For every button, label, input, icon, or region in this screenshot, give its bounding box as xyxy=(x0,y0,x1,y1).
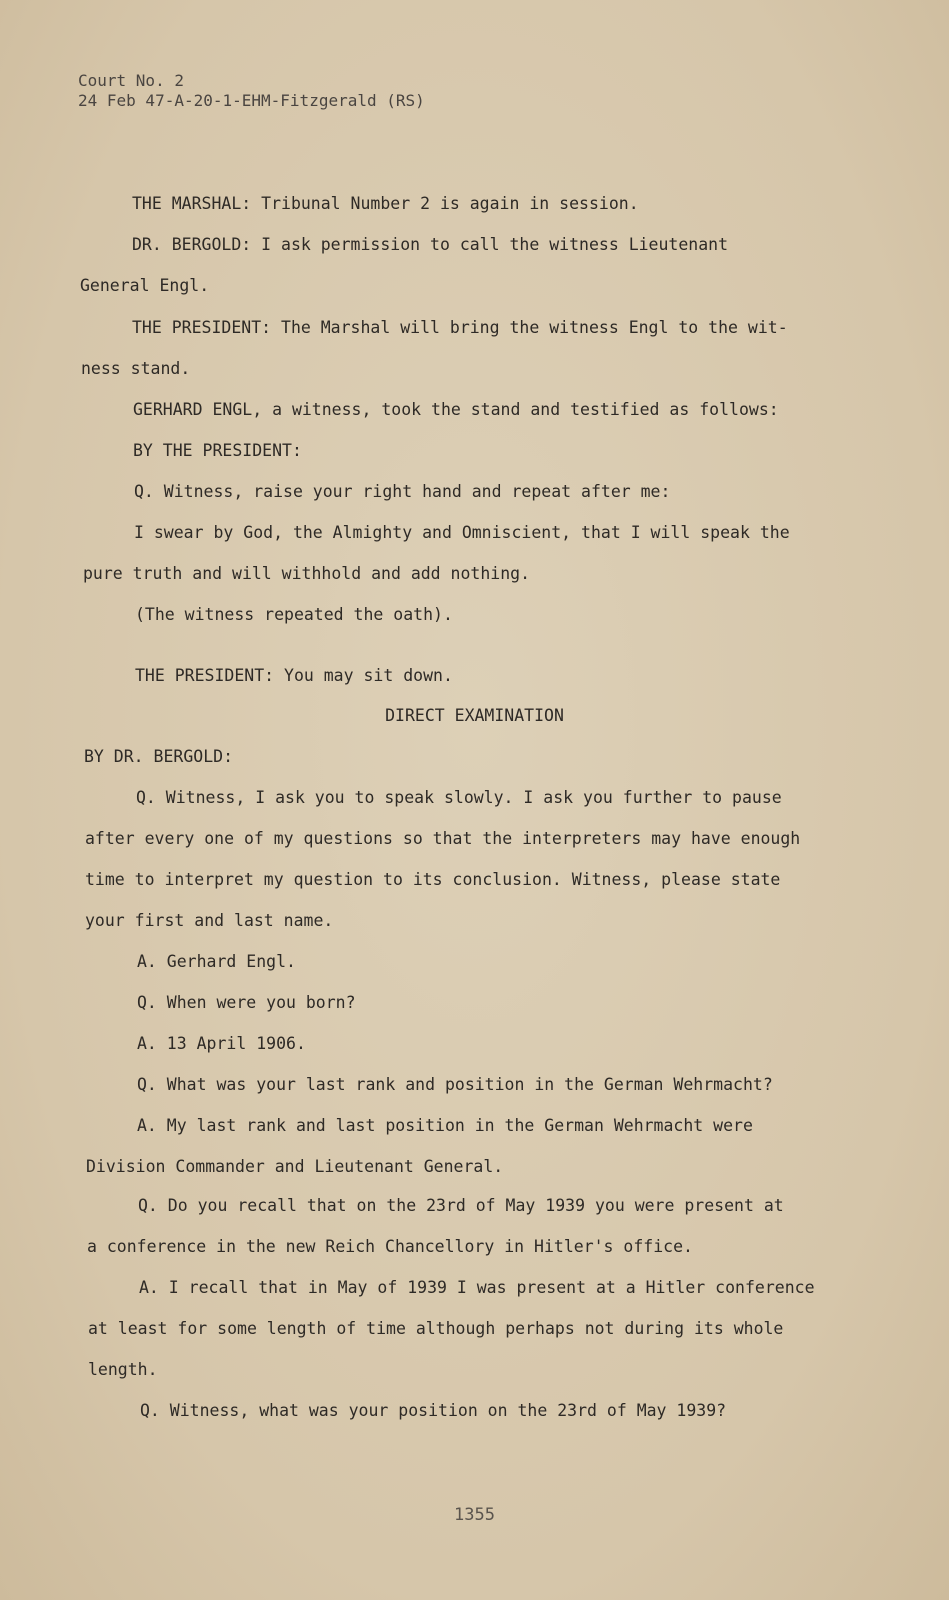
transcript-line: A. I recall that in May of 1939 I was present at a Hitler conference xyxy=(139,1278,815,1297)
page-number: 1355 xyxy=(454,1505,495,1525)
transcript-line: Q. Witness, I ask you to speak slowly. I ask you further to pause xyxy=(136,788,782,807)
transcript-line: Q. Witness, raise your right hand and repeat after me: xyxy=(134,482,671,501)
transcript-line: A. 13 April 1906. xyxy=(137,1034,306,1053)
transcript-line: General Engl. xyxy=(80,276,210,295)
transcript-line: BY DR. BERGOLD: xyxy=(84,747,234,766)
transcript-line: THE MARSHAL: Tribunal Number 2 is again in session. xyxy=(132,194,639,213)
transcript-line: A. My last rank and last position in the German Wehrmacht were xyxy=(137,1116,753,1135)
section-heading: DIRECT EXAMINATION xyxy=(385,706,564,725)
transcript-line: ness stand. xyxy=(81,359,191,378)
transcript-line: DR. BERGOLD: I ask permission to call the witness Lieutenant xyxy=(132,235,729,254)
transcript-line: I swear by God, the Almighty and Omniscient, that I will speak the xyxy=(134,523,790,542)
transcript-line: pure truth and will withhold and add nothing. xyxy=(83,564,531,583)
transcript-line: at least for some length of time although perhaps not during its whole xyxy=(88,1319,784,1338)
transcript-line: THE PRESIDENT: The Marshal will bring the witness Engl to the wit- xyxy=(132,318,788,337)
transcript-line: length. xyxy=(88,1360,158,1379)
transcript-line: Division Commander and Lieutenant General. xyxy=(86,1157,504,1176)
transcript-line: BY THE PRESIDENT: xyxy=(133,441,302,460)
transcript-line: A. Gerhard Engl. xyxy=(137,952,296,971)
transcript-line: Q. When were you born? xyxy=(137,993,356,1012)
transcript-line: your first and last name. xyxy=(85,911,334,930)
transcript-line: Q. Do you recall that on the 23rd of May 1939 you were present at xyxy=(138,1196,784,1215)
transcript-line: (The witness repeated the oath). xyxy=(135,605,453,624)
transcript-reference: 24 Feb 47-A-20-1-EHM-Fitzgerald (RS) xyxy=(78,91,425,110)
transcript-line: time to interpret my question to its conclusion. Witness, please state xyxy=(85,870,781,889)
transcript-line: THE PRESIDENT: You may sit down. xyxy=(135,666,453,685)
transcript-line: Q. Witness, what was your position on the 23rd of May 1939? xyxy=(140,1401,727,1420)
court-number: Court No. 2 xyxy=(78,71,184,90)
transcript-line: Q. What was your last rank and position in the German Wehrmacht? xyxy=(137,1075,773,1094)
transcript-line: after every one of my questions so that the interpreters may have enough xyxy=(85,829,801,848)
transcript-line: GERHARD ENGL, a witness, took the stand and testified as follows: xyxy=(133,400,779,419)
transcript-line: a conference in the new Reich Chancellory in Hitler's office. xyxy=(87,1237,693,1256)
